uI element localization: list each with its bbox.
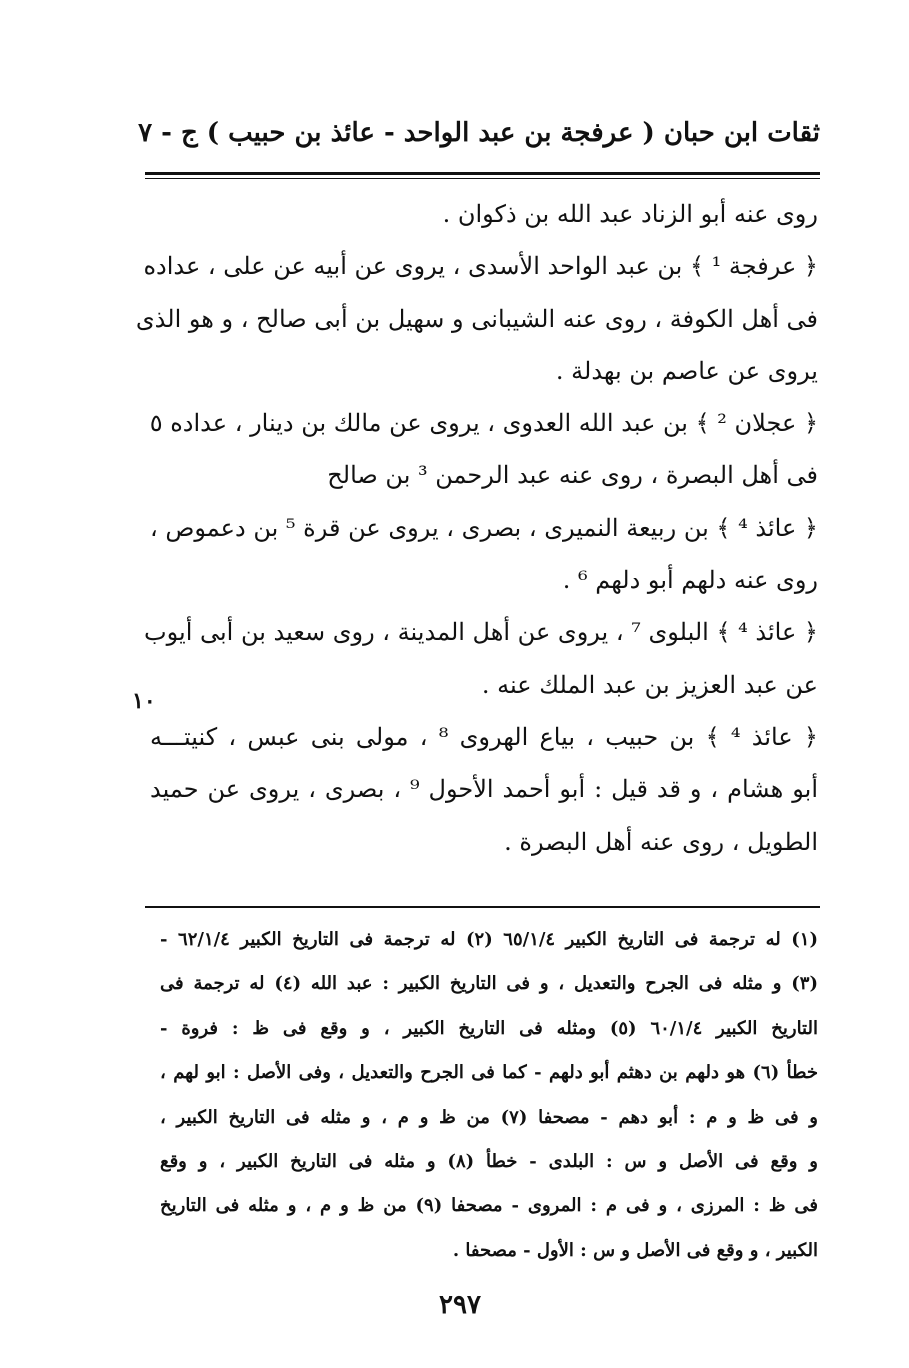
line-number-marker: ١٠: [132, 688, 156, 714]
footnote-line: الكبير ، و وقع فى الأصل و س : الأول - مصحفا .: [452, 1239, 818, 1261]
footnote-line: خطأ (٦) هو دلهم بن دهثم أبو دلهم - كما فى الجرح والتعديل ، وفى الأصل : ابو لهم ،: [160, 1062, 818, 1084]
text-line: روى عنه أبو الزناد عبد الله بن ذكوان .: [442, 200, 818, 228]
footnote-line: (٣) و مثله فى الجرح والتعديل ، و فى التاريخ الكبير : عبد الله (٤) له ترجمة فى: [160, 973, 818, 995]
footnotes: [160, 918, 818, 1273]
footnote-separator: [145, 906, 820, 908]
header-rule-thick: [145, 172, 820, 175]
page-number: ٢٩٧: [439, 1290, 481, 1320]
text-line: عن عبد العزيز بن عبد الملك عنه .: [481, 670, 818, 699]
text-line: ﴿ عرفجة ¹ ﴾ بن عبد الواحد الأسدى ، يروى عن أبيه عن على ، عداده: [143, 252, 818, 281]
text-line: ﴿ عجلان ² ﴾ بن عبد الله العدوى ، يروى عن مالك بن دينار ، عداده ٥: [149, 409, 818, 438]
footnote-line: (١) له ترجمة فى التاريخ الكبير ٦٥/١/٤ (٢) له ترجمة فى التاريخ الكبير ٦٢/١/٤ -: [160, 929, 818, 950]
footnote-line: فى ظ : المرزى ، و فى م : المروى - مصحفا (٩) من ظ و م ، و مثله فى التاريخ: [160, 1195, 819, 1217]
footnote-line: و فى ظ و م : أبو دهم - مصحفا (٧) من ظ و م ، و مثله فى التاريخ الكبير ،: [160, 1106, 819, 1128]
header-rule-thin: [145, 178, 820, 179]
text-line: ﴿ عائذ ⁴ ﴾ بن حبيب ، بياع الهروى ⁸ ، مولى بنى عبس ، كنيتـــه: [150, 722, 818, 751]
text-line: فى أهل الكوفة ، روى عنه الشيبانى و سهيل بن أبى صالح ، و هو الذى: [135, 304, 818, 333]
text-line: ﴿ عائذ ⁴ ﴾ بن ربيعة النميرى ، بصرى ، يروى عن قرة ⁵ بن دعموص ،: [150, 513, 818, 542]
footnote-line: التاريخ الكبير ٦٠/١/٤ (٥) ومثله فى التاريخ الكبير ، و وقع فى ظ : فروة -: [160, 1017, 818, 1039]
text-line: يروى عن عاصم بن بهدلة .: [555, 356, 818, 385]
text-line: فى أهل البصرة ، روى عنه عبد الرحمن ³ بن صالح: [327, 461, 818, 490]
text-line: أبو هشام ، و قد قيل : أبو أحمد الأحول ⁹ ، بصرى ، يروى عن حميد: [150, 775, 818, 804]
text-line: ﴿ عائذ ⁴ ﴾ البلوى ⁷ ، يروى عن أهل المدينة ، روى سعيد بن أبى أيوب: [144, 618, 818, 647]
text-line: الطويل ، روى عنه أهل البصرة .: [504, 827, 818, 856]
running-header: ثقات ابن حبان ( عرفجة بن عبد الواحد - عائذ بن حبيب ) ج - ٧: [138, 118, 820, 148]
footnote-line: و وقع فى الأصل و س : البلدى - خطأ (٨) و مثله فى التاريخ الكبير ، و وقع: [160, 1150, 818, 1172]
text-line: روى عنه دلهم أبو دلهم ⁶ .: [562, 566, 818, 595]
